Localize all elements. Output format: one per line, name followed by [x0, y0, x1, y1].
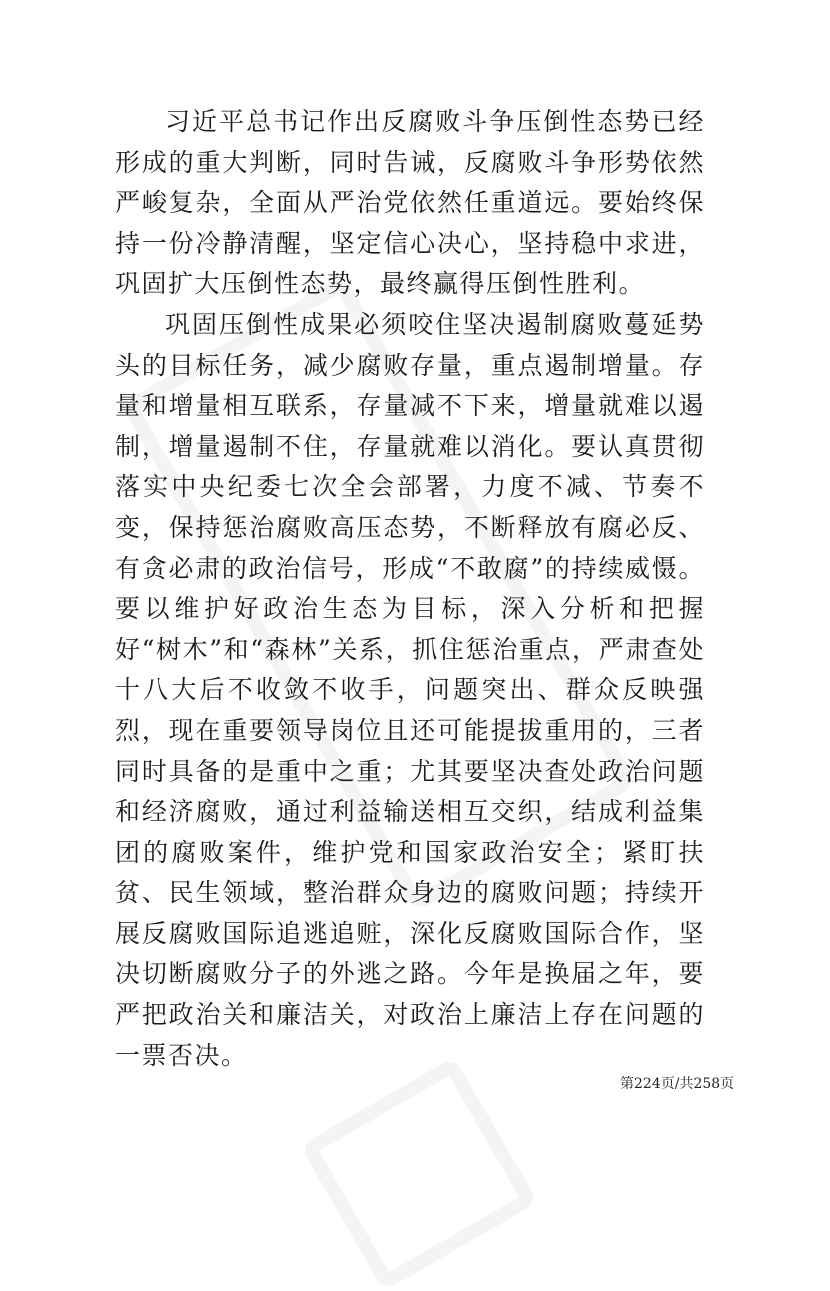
document-body — [115, 102, 705, 1076]
paragraph-2: 巩固压倒性成果必须咬住坚决遏制腐败蔓延势头的目标任务，减少腐败存量，重点遏制增量。存量和增量相互联系，存量减不下来，增量就难以遏制，增量遏制不住，存量就难以消化。要认真贯彻落实中央纪委七次全会部署，力度不减、节奏不变，保持惩治腐败高压态势，不断释放有腐必反、有贪必肃的政治信号，形成“不敢腐”的持续威慑。要以维护好政治生态为目标，深入分析和把握好“树木”和“森林”关系，抓住惩治重点，严肃查处十八大后不收敛不收手，问题突出、群众反映强烈，现在重要领导岗位且还可能提拔重用的，三者同时具备的是重中之重；尤其要坚决查处政治问题和经济腐败，通过利益输送相互交织，结成利益集团的腐败案件，维护党和国家政治安全；紧盯扶贫、民生领域，整治群众身边的腐败问题；持续开展反腐败国际追逃追赃，深化反腐败国际合作，坚决切断腐败分子的外逃之路。今年是换届之年，要严把政治关和廉洁关，对政治上廉洁上存在问题的一票否决。 — [115, 309, 705, 1070]
paragraph-1: 习近平总书记作出反腐败斗争压倒性态势已经形成的重大判断，同时告诫，反腐败斗争形势依然严峻复杂，全面从严治党依然任重道远。要始终保持一份冷静清醒，坚定信心决心，坚持稳中求进，巩固扩大压倒性态势，最终赢得压倒性胜利。 — [115, 107, 705, 299]
page-number: 第224页/共258页 — [620, 1076, 735, 1092]
